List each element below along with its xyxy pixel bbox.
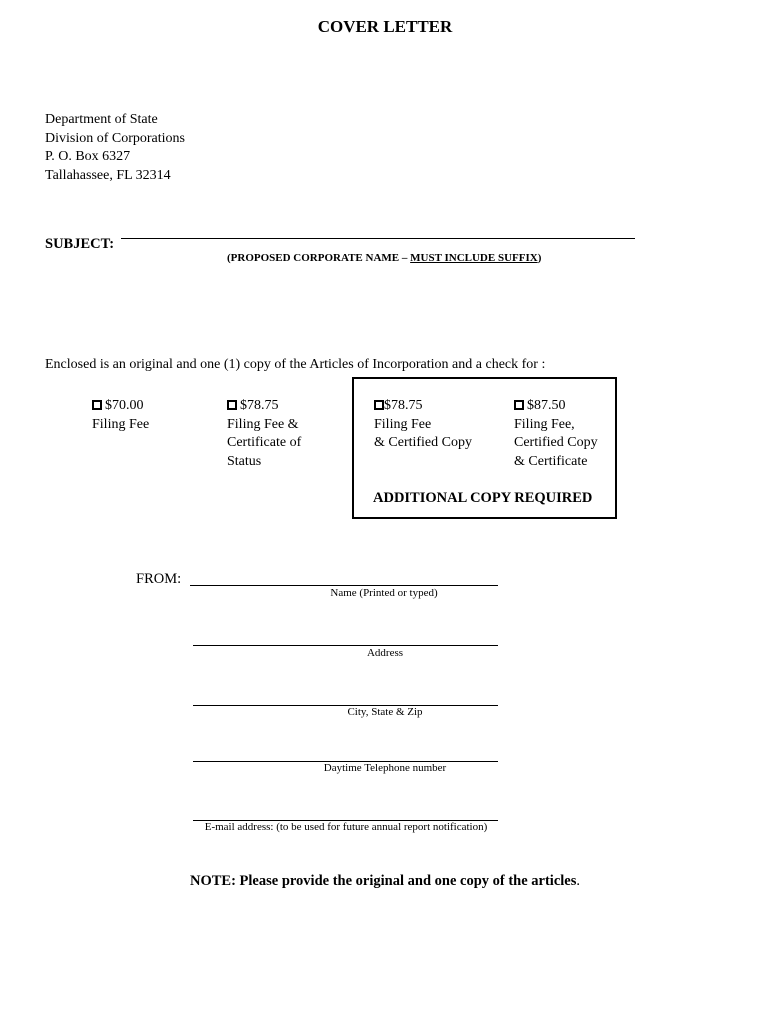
address-line-2: Division of Corporations [45,130,185,146]
checkbox-icon[interactable] [514,400,524,410]
address-field[interactable] [193,645,498,646]
email-caption: E-mail address: (to be used for future annual report notification) [204,821,488,833]
fee-option-78-certificate[interactable] [227,397,301,471]
name-field[interactable] [190,585,498,586]
subject-caption-suffix: ) [537,252,542,264]
additional-copy-label: ADDITIONAL COPY REQUIRED [373,490,593,506]
from-label: FROM: [136,571,182,587]
checkbox-icon[interactable] [227,400,237,410]
city-caption: City, State & Zip [347,706,423,718]
checkbox-icon[interactable] [374,400,384,410]
fee-desc-line: Filing Fee & [227,416,299,432]
address-line-4: Tallahassee, FL 32314 [45,167,171,183]
address-caption: Address [366,647,404,659]
note-text [0,873,770,890]
address-line-1: Department of State [45,112,158,127]
address-line-3: P. O. Box 6327 [45,149,131,164]
fee-amount: $87.50 [527,398,566,413]
subject-caption [227,252,541,264]
phone-caption: Daytime Telephone number [323,762,447,774]
recipient-address [45,111,185,185]
note-end: . [576,873,580,889]
fee-desc-line: Certified Copy [514,435,598,450]
fee-amount: $70.00 [105,398,144,413]
fee-desc-line: Filing Fee [92,416,150,432]
checkbox-icon[interactable] [92,400,102,410]
subject-field[interactable] [121,238,635,239]
note-bold: NOTE: Please provide the original and one copy of the articles [190,873,577,889]
fee-desc-line: & Certificate [514,453,588,469]
intro-text: Enclosed is an original and one (1) copy of the Articles of Incorporation and a check for : [45,357,546,372]
fee-amount: $78.75 [240,398,279,413]
fee-desc-line: Status [227,453,262,469]
page-title: COVER LETTER [317,17,453,36]
fee-desc-line: & Certified Copy [374,435,472,450]
fee-desc-line: Filing Fee, [514,416,575,432]
fee-option-78-certified-copy[interactable] [374,397,472,453]
subject-label: SUBJECT: [45,236,115,252]
fee-desc-line: Certificate of [227,435,302,450]
name-caption: Name (Printed or typed) [330,587,438,599]
subject-caption-emphasis: MUST INCLUDE SUFFIX [410,252,538,264]
fee-option-70[interactable] [92,397,149,434]
fee-amount: $78.75 [384,398,423,413]
fee-option-87-50[interactable] [514,397,598,471]
subject-caption-prefix: (PROPOSED CORPORATE NAME – [227,252,411,264]
fee-desc-line: Filing Fee [374,416,432,432]
